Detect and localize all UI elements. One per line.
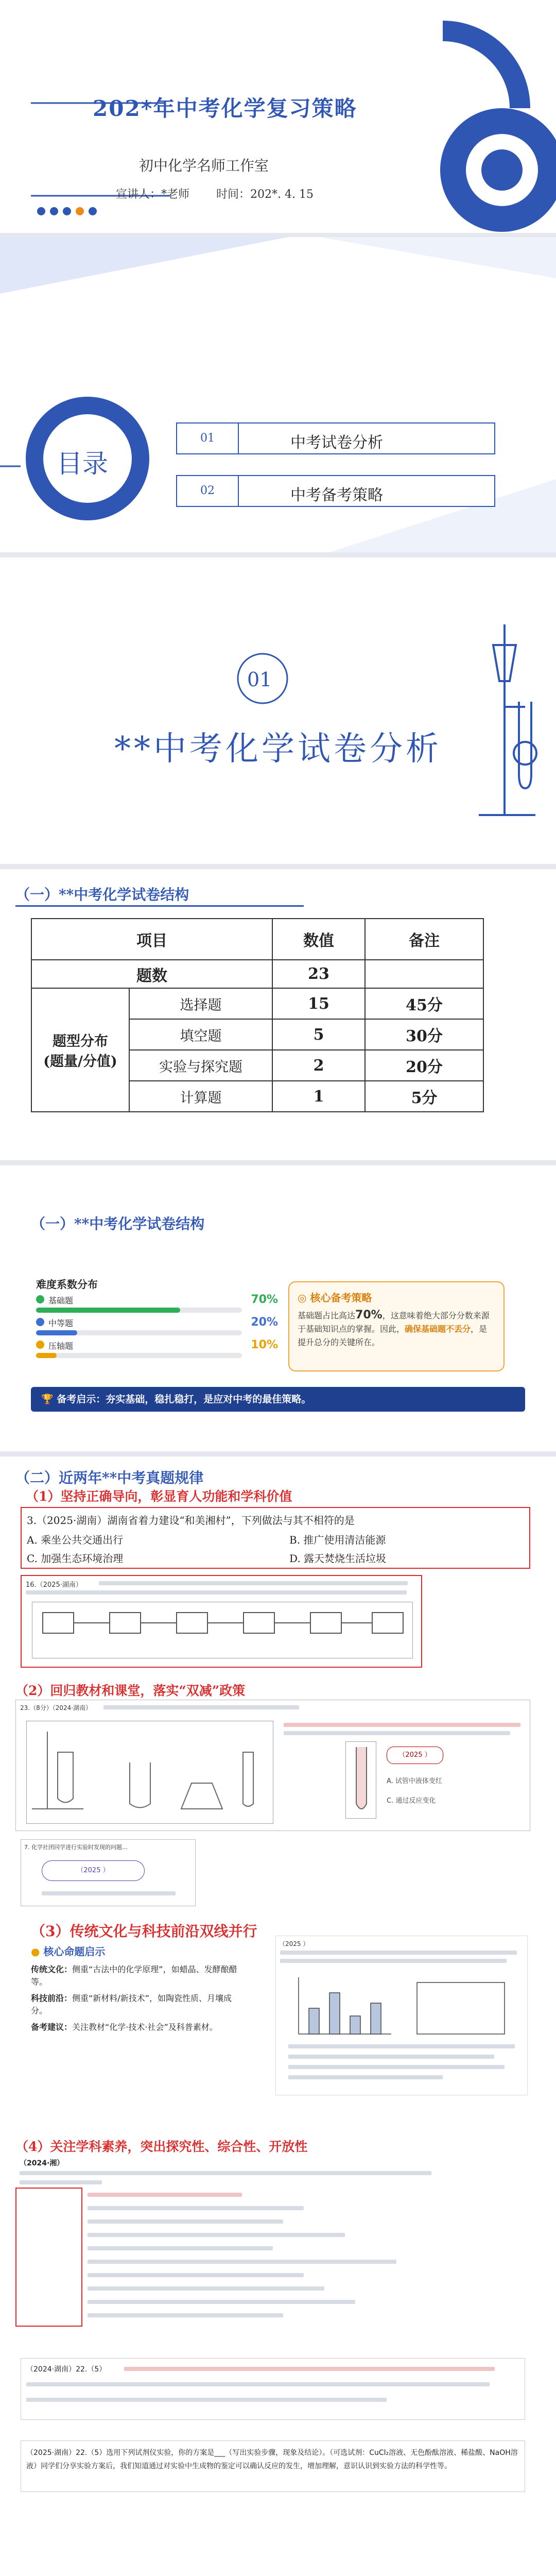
cover-title: 202*年中考化学复习策略 bbox=[93, 96, 357, 121]
tip-banner: 🏆 备考启示：夯实基础，稳扎稳打，是应对中考的最佳策略。 bbox=[31, 1387, 525, 1412]
bar-track bbox=[36, 1330, 242, 1335]
toc-item-2-label: 中考备考策略 bbox=[290, 486, 383, 504]
target-icon: ◎ bbox=[298, 1292, 310, 1304]
row-type: 填空题 bbox=[129, 1019, 272, 1050]
sub2-heading: （2）回归教材和课堂，落实“双减”政策 bbox=[15, 1683, 246, 1698]
q3-option-c: C. 加强生态环境治理 bbox=[27, 1552, 124, 1565]
experiment-steps-highlight bbox=[15, 2188, 82, 2327]
test-tube-figure bbox=[345, 1741, 376, 1819]
process-diagram bbox=[32, 1602, 413, 1658]
cover-date: 时间：202*. 4. 15 bbox=[216, 188, 314, 201]
col-value: 数值 bbox=[272, 919, 365, 960]
q2024-box bbox=[15, 2156, 530, 2333]
total-note bbox=[365, 960, 483, 988]
q16-head: 16.（2025·湖南） bbox=[26, 1581, 82, 1589]
toc-item-1-label: 中考试卷分析 bbox=[290, 434, 383, 452]
tech-question-image bbox=[275, 1936, 528, 2095]
structure-heading: （一）**中考化学试卷结构 bbox=[15, 886, 189, 903]
col-item: 项目 bbox=[31, 919, 272, 960]
row-score: 30分 bbox=[365, 1019, 483, 1050]
section-decoration bbox=[0, 557, 556, 864]
q3-title: 3.（2025·湖南）湖南省着力建设“和美湘村”，下列做法与其不相符的是 bbox=[27, 1514, 355, 1527]
structure-slide bbox=[0, 869, 556, 1160]
q16-box bbox=[21, 1575, 422, 1668]
q23-head: 23.（8分）（2024·湖南） bbox=[20, 1704, 92, 1711]
tech-tag: （2025 ） bbox=[279, 1940, 309, 1947]
toc-title: 目录 bbox=[57, 449, 108, 479]
difficulty-slide bbox=[0, 1165, 556, 1451]
row-count: 1 bbox=[272, 1081, 365, 1112]
lab-stand-icon bbox=[479, 624, 536, 815]
stamp-2025-b: （2025 ） bbox=[42, 1860, 145, 1881]
core-point-2: 科技前沿：侧重“新材料/新技术”，如陶瓷性质、月壤成分。 bbox=[31, 1993, 232, 2015]
trophy-icon: 🏆 bbox=[41, 1394, 57, 1405]
row-score: 45分 bbox=[365, 988, 483, 1019]
core-panel bbox=[31, 1943, 245, 2070]
row-score: 5分 bbox=[365, 1081, 483, 1112]
strategy-title: ◎ 核心备考策略 bbox=[298, 1292, 372, 1304]
total-label: 题数 bbox=[31, 960, 272, 988]
bar-value: 10% bbox=[251, 1338, 278, 1351]
bar-row-hard bbox=[36, 1338, 278, 1361]
sub1-heading: （1）坚持正确导向，彰显育人功能和学科价值 bbox=[26, 1489, 292, 1504]
cover-org: 初中化学名师工作室 bbox=[139, 157, 269, 174]
bar-track bbox=[36, 1353, 242, 1358]
q3-box bbox=[21, 1507, 530, 1569]
q23-box bbox=[15, 1700, 530, 1831]
row-type: 实验与探究题 bbox=[129, 1050, 272, 1081]
check-icon bbox=[36, 1295, 44, 1303]
total-value: 23 bbox=[272, 960, 365, 988]
trends-slide bbox=[0, 1456, 556, 2576]
answer-a: A. 试管中液体变红 bbox=[387, 1777, 442, 1785]
bar-row-basic bbox=[36, 1293, 278, 1316]
section-num: 01 bbox=[247, 668, 272, 691]
strategy-text: 基础题占比高达70%，这意味着绝大部分分数来源于基础知识点的掌握。因此，确保基础题不丢分，是提升总分的关键所在。 bbox=[298, 1309, 490, 1347]
q3-option-b: B. 推广使用清洁能源 bbox=[289, 1534, 386, 1546]
difficulty-heading: （一）**中考化学试卷结构 bbox=[31, 1215, 205, 1232]
section-title: **中考化学试卷分析 bbox=[114, 730, 442, 768]
bar-value: 70% bbox=[251, 1293, 278, 1306]
bar-fill bbox=[36, 1330, 77, 1335]
toc-item-2[interactable] bbox=[176, 475, 495, 507]
structure-table bbox=[31, 918, 484, 1112]
q2024-22-box bbox=[21, 2358, 525, 2420]
q2025-22-text: （2025·湖南）22.（5）选用下列试剂仪实验，你的方案是___（写出实验步骤，现象及结论）。（可选试剂：CuCl₂溶液、无色酚酞溶液、稀盐酸、NaOH溶液）同学们分享实验方案后，我们知道通过对实验中生成物的鉴定可以确认反应的发生，增加理解，意识认识到实验方法的科学性等。 bbox=[26, 2449, 518, 2470]
sub4-heading: （4）关注学科素养，突出探究性、综合性、开放性 bbox=[15, 2139, 308, 2154]
stamp-2025-a: （2025 ） bbox=[387, 1747, 443, 1764]
core-point-3: 备考建议：关注教材“化学·技术·社会”及科普素材。 bbox=[31, 2022, 218, 2032]
row-score: 20分 bbox=[365, 1050, 483, 1081]
bar-track bbox=[36, 1308, 242, 1313]
col-note: 备注 bbox=[365, 919, 483, 960]
bar-value: 20% bbox=[251, 1316, 278, 1329]
q2025-22-box bbox=[21, 2441, 525, 2492]
toc-item-1[interactable] bbox=[176, 422, 495, 454]
bar-fill bbox=[36, 1353, 57, 1358]
bar-chart-figure bbox=[278, 1967, 525, 2091]
sub3-heading: （3）传统文化与科技前沿双线并行 bbox=[31, 1923, 257, 1940]
toc-item-2-num: 02 bbox=[177, 476, 239, 506]
difficulty-bars bbox=[36, 1293, 278, 1361]
q2024-22-head: （2024·湖南）22.（5） bbox=[26, 2365, 107, 2374]
q7-head: 7. 化学社团同学进行实验时发现的问题… bbox=[24, 1844, 128, 1851]
bar-label: 压轴题 bbox=[48, 1341, 74, 1351]
row-type: 计算题 bbox=[129, 1081, 272, 1112]
bar-fill bbox=[36, 1308, 180, 1313]
strategy-card bbox=[288, 1281, 505, 1371]
group-label: 题型分布 (题量/分值) bbox=[31, 988, 129, 1112]
q3-option-a: A. 乘坐公共交通出行 bbox=[27, 1534, 124, 1546]
trends-heading: （二）近两年**中考真题规律 bbox=[15, 1469, 204, 1486]
answer-c: C. 通过反应变化 bbox=[387, 1797, 436, 1805]
core-point-1: 传统文化：侧重“古法中的化学原理”，如蜡晶、发酵酿醋等。 bbox=[31, 1964, 237, 1987]
bar-label: 中等题 bbox=[48, 1318, 74, 1328]
bar-label: 基础题 bbox=[48, 1296, 74, 1306]
toc-slide bbox=[0, 237, 556, 552]
flag-icon bbox=[36, 1341, 44, 1349]
core-title: ● 核心命题启示 bbox=[31, 1945, 106, 1958]
cover-slide bbox=[0, 0, 556, 233]
trends-footer-space bbox=[0, 2507, 556, 2576]
bar-row-mid bbox=[36, 1316, 278, 1338]
toc-item-1-num: 01 bbox=[177, 423, 239, 453]
section-slide bbox=[0, 557, 556, 864]
row-type: 选择题 bbox=[129, 988, 272, 1019]
q2024-head: （2024·湘） bbox=[20, 2159, 64, 2167]
q7-box bbox=[21, 1839, 196, 1906]
row-count: 5 bbox=[272, 1019, 365, 1050]
bulb-icon: ● bbox=[31, 1945, 44, 1958]
q3-option-d: D. 露天焚烧生活垃圾 bbox=[289, 1552, 387, 1565]
apparatus-figure-1 bbox=[26, 1721, 273, 1824]
gear-icon bbox=[36, 1318, 44, 1326]
row-count: 2 bbox=[272, 1050, 365, 1081]
row-count: 15 bbox=[272, 988, 365, 1019]
difficulty-title: 难度系数分布 bbox=[36, 1278, 98, 1291]
cover-speaker: 宣讲人：*老师 bbox=[116, 188, 190, 201]
heading-underline bbox=[15, 905, 304, 907]
